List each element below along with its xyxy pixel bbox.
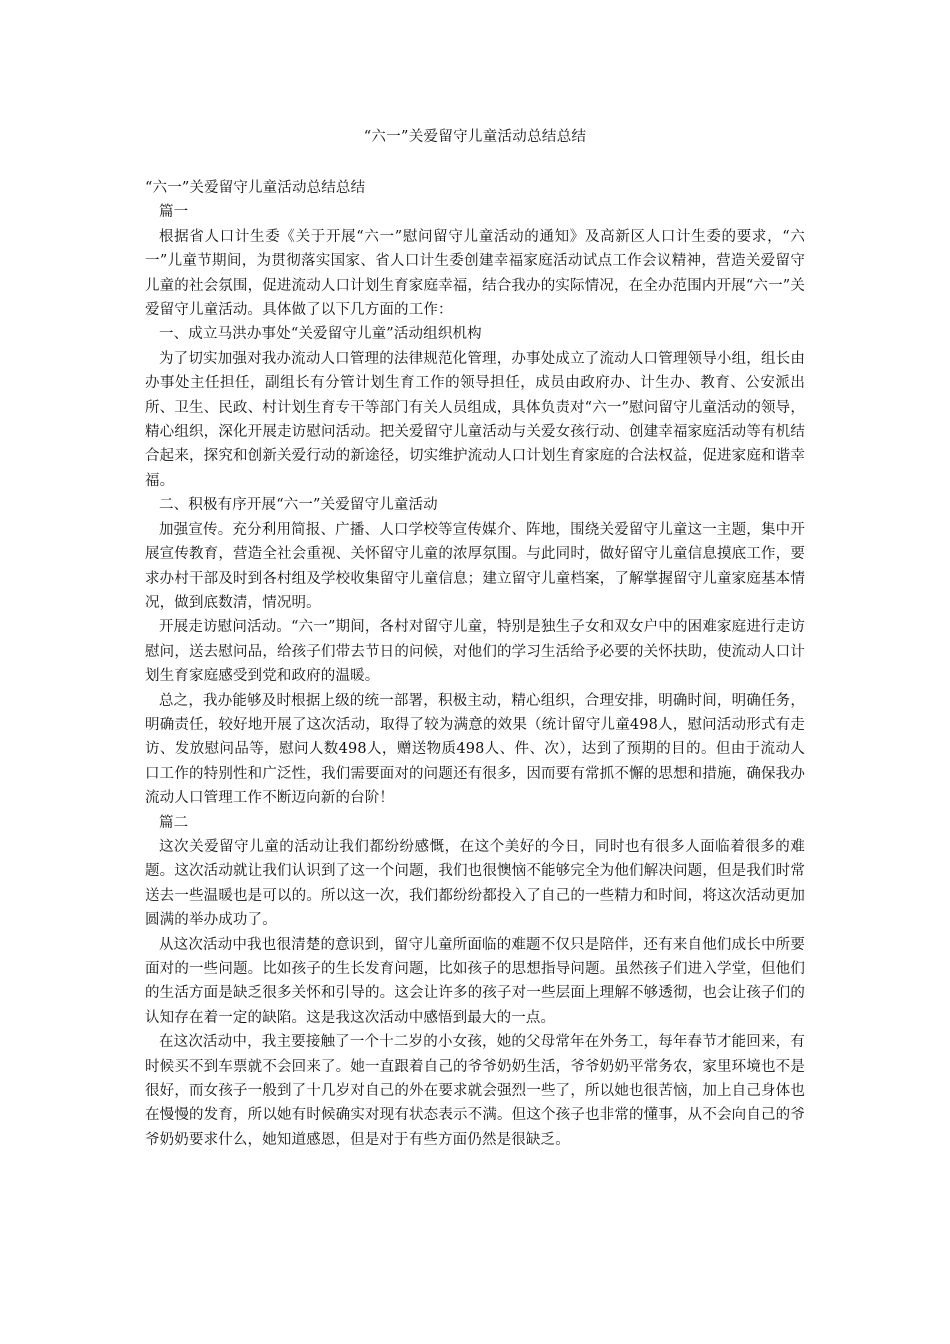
- paragraph-insight: 从这次活动中我也很清楚的意识到，留守儿童所面临的难题不仅只是陪伴，还有来自他们成长中所要面对的一些问题。比如孩子的生长发育问题，比如孩子的思想指导问题。虽然孩子们进入学堂，但他们的生活方面是缺乏很多关怀和引导的。这会让许多的孩子对一些层面上理解不够透彻，也会让孩子们的认知存在着一定的缺陷。这是我这次活动中感悟到最大的一点。: [145, 936, 805, 1026]
- paragraph-summary: 总之，我办能够及时根据上级的统一部署，积极主动，精心组织，合理安排，明确时间，明确任务，明确责任，较好地开展了这次活动，取得了较为满意的效果（统计留守儿童498人，慰问活动形式有走访、发放慰问品等，慰问人数498人，赠送物质498人、件、次），达到了预期的目的。但由于流动人口工作的特别性和广泛性，我们需要面对的问题还有很多，因而要有常抓不懈的思想和措施，确保我办流动人口管理工作不断迈向新的台阶！: [145, 692, 805, 807]
- paragraph-girl-story: 在这次活动中，我主要接触了一个十二岁的小女孩，她的父母常年在外务工，每年春节才能回来，有时候买不到车票就不会回来了。她一直跟着自己的爷爷奶奶生活，爷爷奶奶平常务农，家里环境也不是很好，而女孩子一般到了十几岁对自己的外在要求就会强烈一些了，所以她也很苦恼，加上自己身体也在慢慢的发育，所以她有时候确实对现有状态表示不满。但这个孩子也非常的懂事，从不会向自己的爷爷奶奶要求什么，她知道感恩，但是对于有些方面仍然是很缺乏。: [145, 1034, 805, 1148]
- section-heading-organization: 一、成立马洪办事处“关爱留守儿童”活动组织机构: [159, 326, 482, 343]
- paragraph-intro: 根据省人口计生委《关于开展“六一”慰问留守儿童活动的通知》及高新区人口计生委的要求，“六一”儿童节期间，为贯彻落实国家、省人口计生委创建幸福家庭活动试点工作会议精神，营造关爱留守儿童的社会氛围，促进流动人口计划生育家庭幸福，结合我办的实际情况，在全办范围内开展“六一”关爱留守儿童活动。具体做了以下几方面的工作：: [145, 228, 805, 319]
- document-title: “六一”关爱留守儿童活动总结总结: [363, 129, 587, 145]
- section-heading-part-two: 篇二: [159, 814, 189, 831]
- document-page: [145, 0, 805, 1344]
- document-subtitle: “六一”关爱留守儿童活动总结总结: [145, 180, 366, 196]
- paragraph-reflection: 这次关爱留守儿童的活动让我们都纷纷感慨，在这个美好的今日，同时也有很多人面临着很多的难题。这次活动就让我们认识到了这一个问题，我们也很懊恼不能够完全为他们解决问题，但是我们时常送去一些温暖也是可以的。所以这一次，我们都纷纷都投入了自己的一些精力和时间，将这次活动更加圆满的举办成功了。: [145, 838, 805, 929]
- section-heading-activities: 二、积极有序开展“六一”关爱留守儿童活动: [159, 497, 438, 514]
- paragraph-publicity: 加强宣传。充分利用简报、广播、人口学校等宣传媒介、阵地，围绕关爱留守儿童这一主题，集中开展宣传教育，营造全社会重视、关怀留守儿童的浓厚氛围。与此同时，做好留守儿童信息摸底工作，要求办村干部及时到各村组及学校收集留守儿童信息；建立留守儿童档案，了解掌握留守儿童家庭基本情况，做到底数清，情况明。: [145, 521, 805, 611]
- section-heading-part-one: 篇一: [159, 204, 189, 221]
- document-body: [145, 176, 805, 1152]
- paragraph-organization: 为了切实加强对我办流动人口管理的法律规范化管理，办事处成立了流动人口管理领导小组，组长由办事处主任担任，副组长有分管计划生育工作的领导担任，成员由政府办、计生办、教育、公安派出所、卫生、民政、村计划生育专干等部门有关人员组成，具体负责对“六一”慰问留守儿童活动的领导，精心组织，深化开展走访慰问活动。把关爱留守儿童活动与关爱女孩行动、创建幸福家庭活动等有机结合起来，探究和创新关爱行动的新途径，切实维护流动人口计划生育家庭的合法权益，促进家庭和谐幸福。: [145, 350, 805, 489]
- paragraph-visits: 开展走访慰问活动。“六一”期间，各村对留守儿童，特别是独生子女和双女户中的困难家庭进行走访慰问，送去慰问品，给孩子们带去节日的问候，对他们的学习生活给予必要的关怀扶助，使流动人口计划生育家庭感受到党和政府的温暖。: [145, 619, 805, 685]
